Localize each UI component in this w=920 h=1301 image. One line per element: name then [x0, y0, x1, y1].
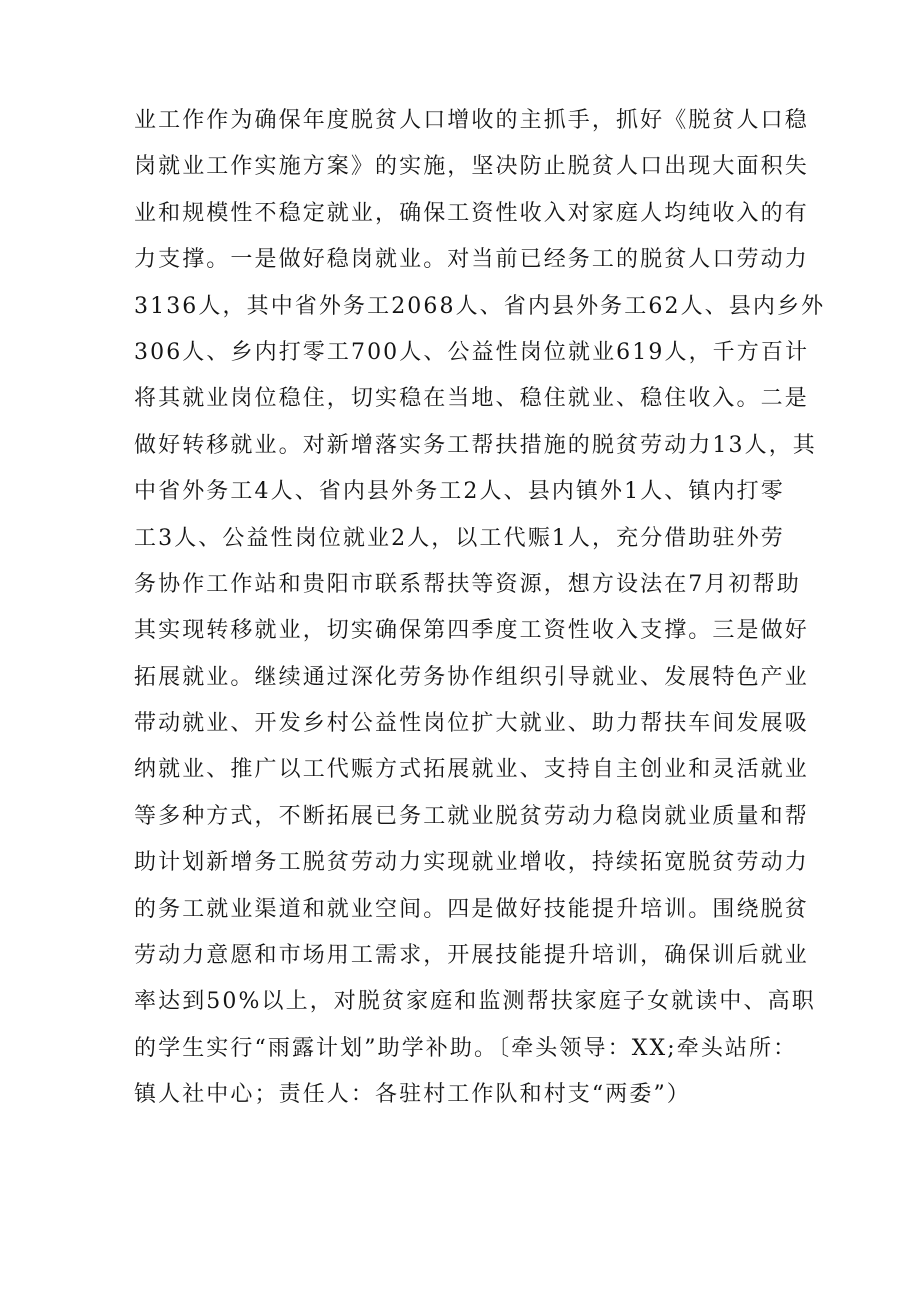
text-line: 务协作工作站和贵阳市联系帮扶等资源，想方设法在7月初帮助 — [134, 571, 801, 597]
text-line: 的务工就业渠道和就业空间。四是做好技能提升培训。围绕脱贫 — [134, 896, 809, 922]
text-line: 劳动力意愿和市场用工需求，开展技能提升培训，确保训后就业 — [134, 943, 809, 969]
text-line: 业和规模性不稳定就业，确保工资性收入对家庭人均纯收入的有 — [134, 200, 809, 226]
text-line: 工3人、公益性岗位就业2人，以工代赈1人，充分借助驻外劳 — [134, 525, 785, 551]
text-line: 纳就业、推广以工代赈方式拓展就业、支持自主创业和灵活就业 — [134, 757, 809, 783]
text-line: 其实现转移就业，切实确保第四季度工资性收入支撑。三是做好 — [134, 618, 809, 644]
text-line: 将其就业岗位稳住，切实稳在当地、稳住就业、稳住收入。二是 — [134, 386, 809, 412]
text-line: 中省外务工4人、省内县外务工2人、县内镇外1人、镇内打零 — [134, 479, 785, 505]
text-line: 等多种方式，不断拓展已务工就业脱贫劳动力稳岗就业质量和帮 — [134, 803, 809, 829]
text-line: 镇人社中心；责任人：各驻村工作队和村支“两委”） — [134, 1082, 691, 1108]
text-line: 306人、乡内打零工700人、公益性岗位就业619人，千方百计 — [134, 339, 810, 365]
text-line: 拓展就业。继续通过深化劳务协作组织引导就业、发展特色产业 — [134, 664, 809, 690]
text-line: 力支撑。一是做好稳岗就业。对当前已经务工的脱贫人口劳动力 — [134, 247, 809, 273]
text-line: 助计划新增务工脱贫劳动力实现就业增收，持续拓宽脱贫劳动力 — [134, 850, 809, 876]
text-line: 率达到50%以上，对脱贫家庭和监测帮扶家庭子女就读中、高职 — [134, 989, 816, 1015]
text-line: 的学生实行“雨露计划”助学补助。〔牵头领导：XX;牵头站所： — [134, 1035, 798, 1061]
text-line: 带动就业、开发乡村公益性岗位扩大就业、助力帮扶车间发展吸 — [134, 711, 809, 737]
text-line: 做好转移就业。对新增落实务工帮扶措施的脱贫劳动力13人，其 — [134, 432, 817, 458]
body-paragraph — [0, 101, 920, 1122]
text-line: 岗就业工作实施方案》的实施，坚决防止脱贫人口出现大面积失 — [134, 154, 809, 180]
text-line: 业工作作为确保年度脱贫人口增收的主抓手，抓好《脱贫人口稳 — [134, 108, 809, 133]
text-line: 3136人，其中省外务工2068人、省内县外务工62人、县内乡外 — [134, 293, 826, 319]
